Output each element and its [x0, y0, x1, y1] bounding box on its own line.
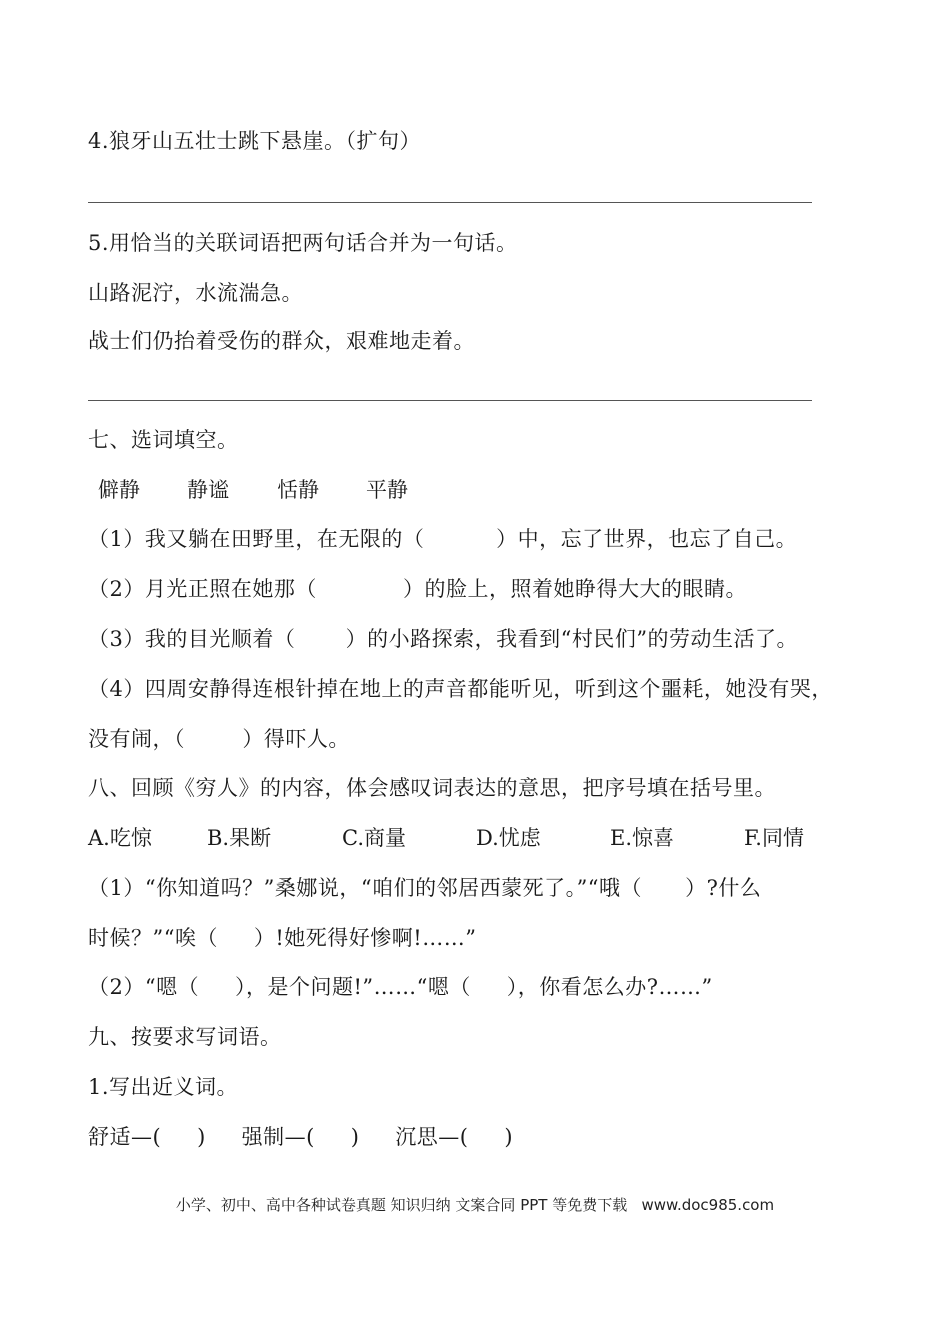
- answer-line-5: [88, 400, 812, 401]
- question-5-sentence-1: 山路泥泞，水流湍急。: [88, 281, 303, 305]
- section-7-item-4-cont: 没有闹，（ ）得吓人。: [88, 727, 350, 751]
- section-7-item-3: （3）我的目光顺着（ ）的小路探索，我看到“村民们”的劳动生活了。: [88, 627, 799, 651]
- word-option-2: 静谧: [187, 478, 229, 502]
- section-7-title: 七、选词填空。: [88, 428, 239, 452]
- section-8-item-2: （2）“嗯（ ），是个问题!”……“嗯（ ），你看怎么办?……”: [88, 975, 713, 999]
- section-8-title: 八、回顾《穷人》的内容，体会感叹词表达的意思，把序号填在括号里。: [88, 776, 776, 800]
- answer-option-d: D.忧虑: [476, 826, 541, 850]
- answer-option-f: F.同情: [744, 826, 804, 850]
- question-5-title: 5.用恰当的关联词语把两句话合并为一句话。: [88, 231, 518, 255]
- question-5-sentence-2: 战士们仍抬着受伤的群众，艰难地走着。: [88, 329, 475, 353]
- synonym-pairs: 舒适—( ) 强制—( ) 沉思—( ): [88, 1125, 514, 1149]
- section-7-item-1: （1）我又躺在田野里，在无限的（ ）中，忘了世界，也忘了自己。: [88, 527, 798, 551]
- section-7-item-4: （4）四周安静得连根针掉在地上的声音都能听见，听到这个噩耗，她没有哭，: [88, 677, 833, 701]
- word-option-3: 恬静: [277, 478, 319, 502]
- word-option-4: 平静: [366, 478, 408, 502]
- answer-option-e: E.惊喜: [610, 826, 675, 850]
- answer-line-4: [88, 202, 812, 203]
- page-footer: 小学、初中、高中各种试卷真题 知识归纳 文案合同 PPT 等免费下载 www.doc985.com: [175, 1196, 775, 1214]
- section-8-item-1-cont: 时候？”“唉（ ）!她死得好惨啊!……”: [88, 926, 477, 950]
- section-8-item-1: （1）“你知道吗？”桑娜说，“咱们的邻居西蒙死了。”“哦（ ）?什么: [88, 876, 762, 900]
- section-7-item-2: （2）月光正照在她那（ ）的脸上，照着她睁得大大的眼睛。: [88, 577, 747, 601]
- question-4: 4.狼牙山五壮士跳下悬崖。（扩句）: [88, 129, 422, 153]
- answer-option-c: C.商量: [342, 826, 406, 850]
- answer-option-b: B.果断: [207, 826, 272, 850]
- answer-option-a: A.吃惊: [88, 826, 152, 850]
- section-9-sub-1: 1.写出近义词。: [88, 1075, 239, 1099]
- word-option-1: 僻静: [98, 478, 140, 502]
- section-9-title: 九、按要求写词语。: [88, 1025, 282, 1049]
